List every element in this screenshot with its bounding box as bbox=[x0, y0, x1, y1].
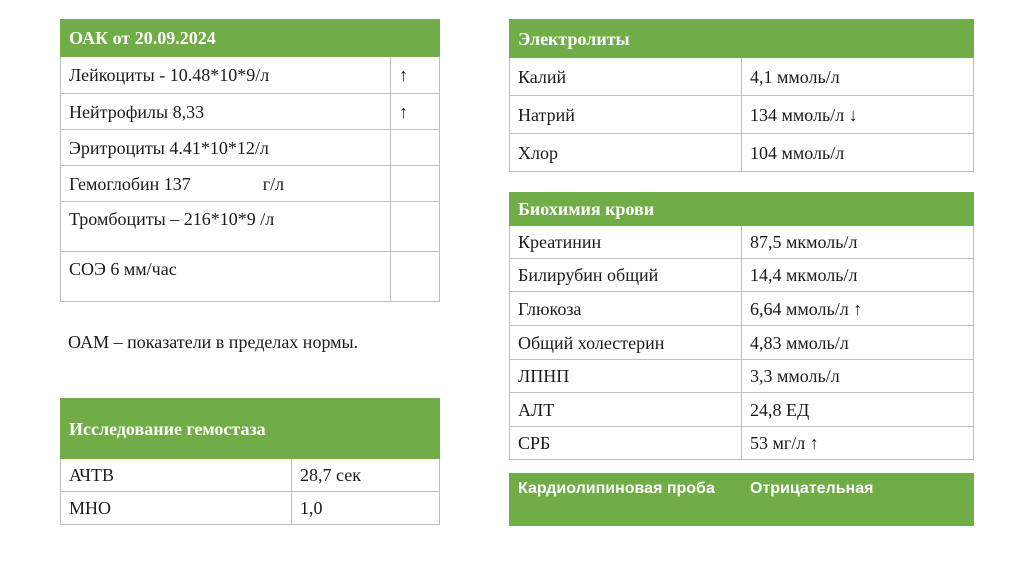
table-row bbox=[510, 292, 974, 326]
biochemistry-row-value: 6,64 ммоль/л ↑ bbox=[742, 292, 974, 326]
biochemistry-row-label: Общий холестерин bbox=[510, 326, 742, 360]
table-row bbox=[61, 166, 440, 202]
electrolytes-row-label: Хлор bbox=[510, 134, 742, 172]
table-row bbox=[510, 326, 974, 360]
biochemistry-row-value: 4,83 ммоль/л bbox=[742, 326, 974, 360]
hemostasis-row-label: АЧТВ bbox=[61, 459, 292, 492]
oak-row-label: Нейтрофилы 8,33 bbox=[61, 94, 391, 130]
biochemistry-row-label: СРБ bbox=[510, 427, 742, 460]
biochemistry-title: Биохимия крови bbox=[510, 193, 974, 226]
biochemistry-table bbox=[509, 192, 974, 460]
electrolytes-row-value: 4,1 ммоль/л bbox=[742, 58, 974, 96]
oak-row-flag bbox=[391, 202, 440, 252]
biochemistry-row-label: ЛПНП bbox=[510, 360, 742, 393]
biochemistry-row-label: АЛТ bbox=[510, 393, 742, 427]
oak-row-flag bbox=[391, 166, 440, 202]
oak-row-flag bbox=[391, 130, 440, 166]
up-arrow-icon: ↑ bbox=[391, 94, 440, 130]
table-row bbox=[61, 130, 440, 166]
hemostasis-title: Исследование гемостаза bbox=[61, 399, 292, 459]
electrolytes-row-value: 134 ммоль/л ↓ bbox=[742, 96, 974, 134]
table-row bbox=[510, 427, 974, 460]
cardiolipin-value: Отрицательная bbox=[742, 474, 974, 526]
hemostasis-row-value: 1,0 bbox=[292, 492, 440, 525]
table-row bbox=[61, 202, 440, 252]
electrolytes-title: Электролиты bbox=[510, 20, 974, 58]
cardiolipin-table bbox=[509, 473, 974, 526]
hemostasis-title-blank bbox=[292, 399, 440, 459]
oak-table bbox=[60, 19, 440, 302]
table-row bbox=[61, 459, 440, 492]
biochemistry-row-label: Глюкоза bbox=[510, 292, 742, 326]
oak-row-label: Тромбоциты – 216*10*9 /л bbox=[61, 202, 391, 252]
biochemistry-row-value: 87,5 мкмоль/л bbox=[742, 226, 974, 259]
oam-note: ОАМ – показатели в пределах нормы. bbox=[68, 332, 359, 352]
table-row bbox=[510, 96, 974, 134]
table-row bbox=[510, 259, 974, 292]
biochemistry-row-value: 24,8 ЕД bbox=[742, 393, 974, 427]
biochemistry-row-value: 3,3 ммоль/л bbox=[742, 360, 974, 393]
cardiolipin-label: Кардиолипиновая проба bbox=[510, 474, 742, 526]
oak-row-label: СОЭ 6 мм/час bbox=[61, 252, 391, 302]
electrolytes-row-label: Натрий bbox=[510, 96, 742, 134]
oak-row-label: Эритроциты 4.41*10*12/л bbox=[61, 130, 391, 166]
table-row bbox=[61, 492, 440, 525]
table-row bbox=[61, 57, 440, 94]
biochemistry-row-value: 53 мг/л ↑ bbox=[742, 427, 974, 460]
table-row bbox=[61, 252, 440, 302]
electrolytes-row-label: Калий bbox=[510, 58, 742, 96]
table-row bbox=[510, 226, 974, 259]
biochemistry-row-value: 14,4 мкмоль/л bbox=[742, 259, 974, 292]
table-row bbox=[510, 134, 974, 172]
oak-title: ОАК от 20.09.2024 bbox=[61, 20, 440, 57]
biochemistry-row-label: Креатинин bbox=[510, 226, 742, 259]
biochemistry-row-label: Билирубин общий bbox=[510, 259, 742, 292]
table-row bbox=[61, 94, 440, 130]
hemostasis-table bbox=[60, 398, 440, 525]
oak-row-flag bbox=[391, 252, 440, 302]
oak-row-label: Лейкоциты - 10.48*10*9/л bbox=[61, 57, 391, 94]
table-row bbox=[510, 360, 974, 393]
electrolytes-table bbox=[509, 19, 974, 172]
hemostasis-row-value: 28,7 сек bbox=[292, 459, 440, 492]
up-arrow-icon: ↑ bbox=[391, 57, 440, 94]
electrolytes-row-value: 104 ммоль/л bbox=[742, 134, 974, 172]
oak-row-label: Гемоглобин 137 г/л bbox=[61, 166, 391, 202]
table-row bbox=[510, 58, 974, 96]
table-row bbox=[510, 393, 974, 427]
hemostasis-row-label: МНО bbox=[61, 492, 292, 525]
